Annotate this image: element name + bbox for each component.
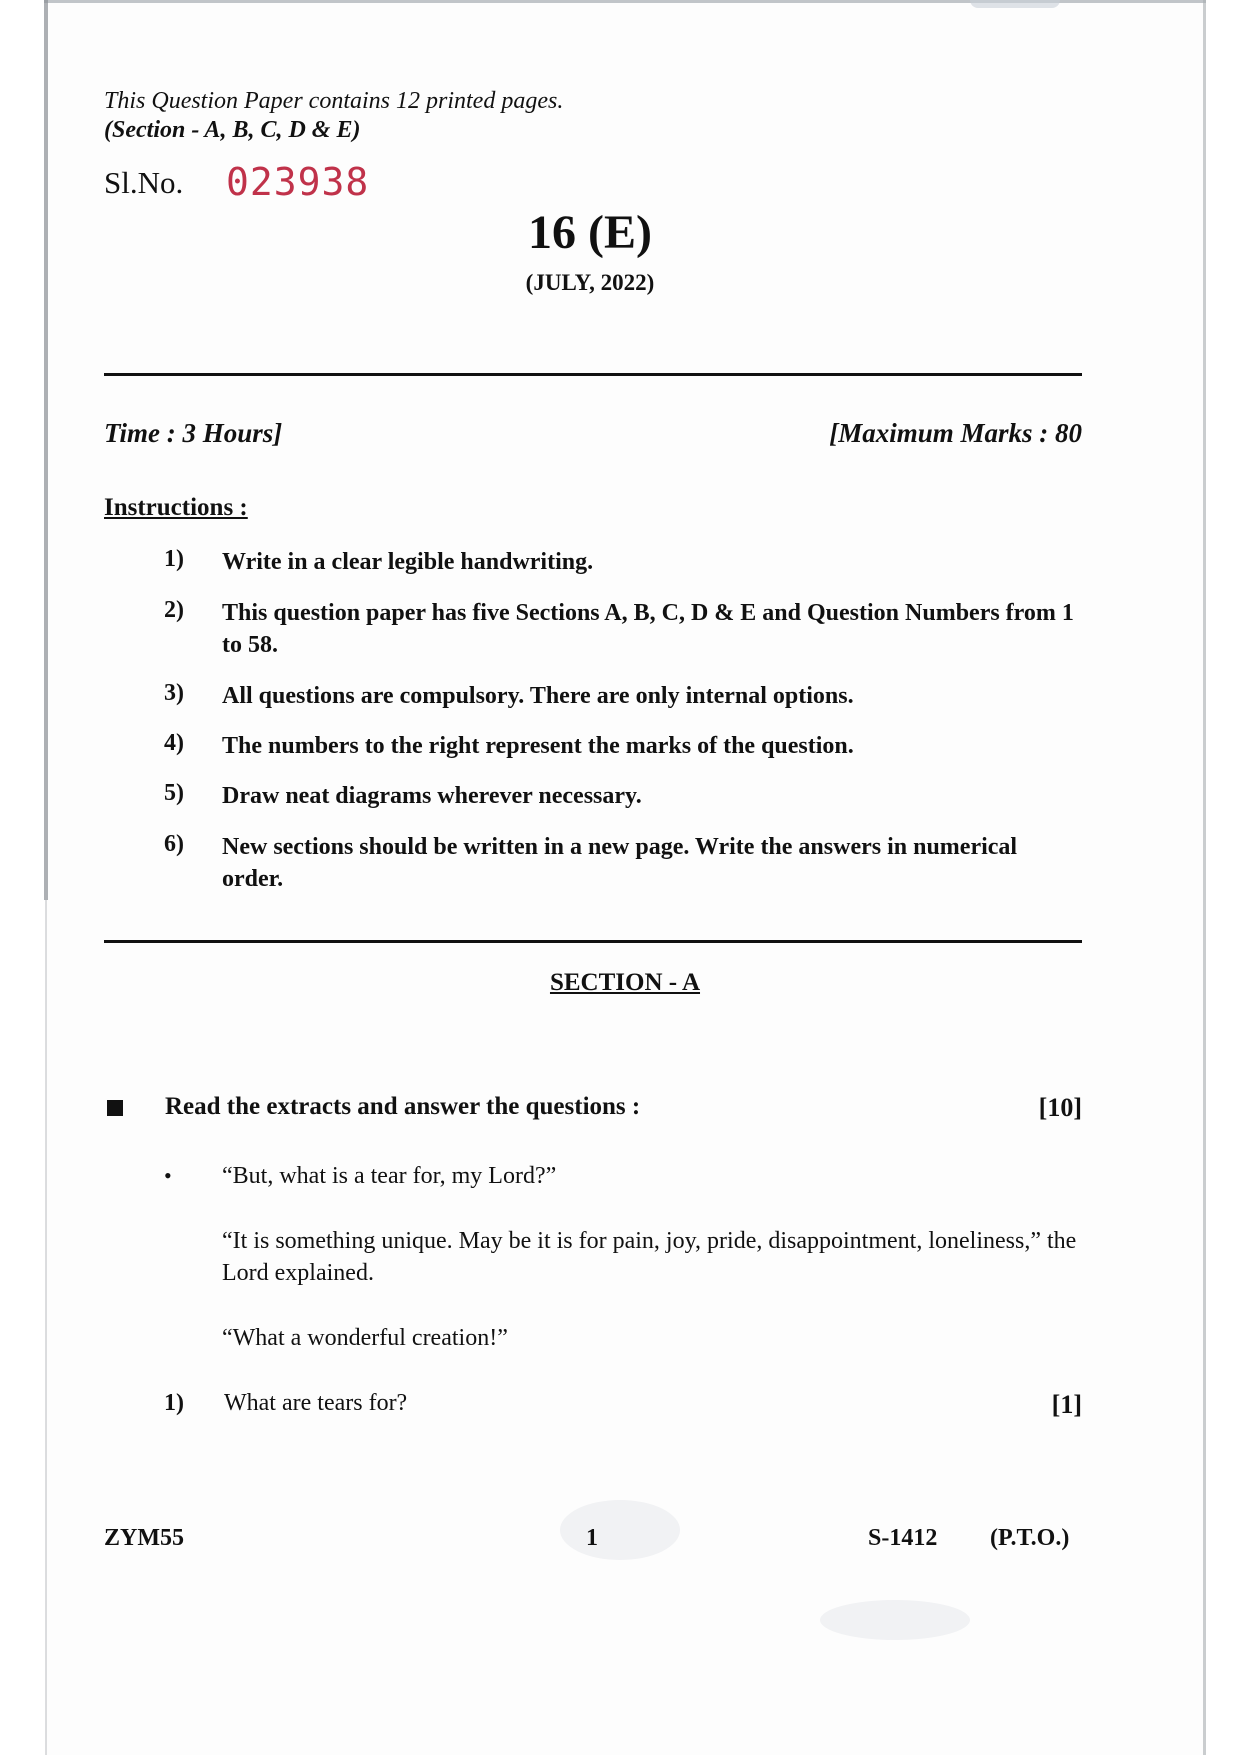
square-bullet-icon <box>107 1100 123 1116</box>
divider-top <box>104 373 1082 376</box>
instructions-title: Instructions : <box>104 494 248 521</box>
extract-line: “What a wonderful creation!” <box>222 1325 508 1351</box>
question-marks: [1] <box>1051 1390 1082 1419</box>
instruction-text: The numbers to the right represent the marks of the question. <box>222 733 854 759</box>
scan-edge-left-lower <box>45 900 47 1755</box>
instruction-number: 2) <box>164 597 184 623</box>
footer-code-right: S-1412 <box>868 1525 938 1551</box>
paper-code: 16 (E) <box>528 206 652 259</box>
sections-note: (Section - A, B, C, D & E) <box>104 117 361 143</box>
scan-edge-left <box>44 0 48 900</box>
serial-number: 023938 <box>226 160 370 204</box>
scan-smudge <box>820 1600 970 1640</box>
question-text: What are tears for? <box>224 1390 408 1416</box>
pages-note: This Question Paper contains 12 printed pages. <box>104 88 564 114</box>
footer-code-left: ZYM55 <box>104 1525 184 1551</box>
question-number: 1) <box>164 1390 184 1416</box>
instruction-text: New sections should be written in a new page. Write the answers in numerical order. <box>222 834 1018 892</box>
section-prompt-marks: [10] <box>1038 1093 1082 1122</box>
divider-middle <box>104 940 1082 943</box>
instruction-text: Write in a clear legible handwriting. <box>222 549 594 575</box>
bullet-icon: • <box>164 1163 172 1188</box>
scan-smudge-top <box>970 0 1060 8</box>
section-prompt: Read the extracts and answer the questions : <box>165 1093 641 1120</box>
paper-date: (JULY, 2022) <box>525 270 655 295</box>
page-number: 1 <box>586 1525 598 1551</box>
instruction-number: 5) <box>164 780 184 806</box>
section-a-title: SECTION - A <box>549 969 701 996</box>
instruction-text: All questions are compulsory. There are only internal options. <box>222 683 854 709</box>
instruction-text: This question paper has five Sections A, B, C, D & E and Question Numbers from 1 to 58. <box>222 600 1074 658</box>
instruction-number: 1) <box>164 546 184 572</box>
maximum-marks: [Maximum Marks : 80 <box>829 418 1082 448</box>
time-duration: Time : 3 Hours] <box>104 418 283 448</box>
extract-line: “It is something unique. May be it is for pain, joy, pride, disappointment, loneliness,” the Lord explained. <box>222 1228 1077 1286</box>
serial-label: Sl.No. <box>104 165 184 200</box>
scan-edge-right <box>1203 0 1206 1755</box>
instruction-number: 4) <box>164 730 184 756</box>
instruction-text: Draw neat diagrams wherever necessary. <box>222 783 642 809</box>
instruction-number: 3) <box>164 680 184 706</box>
extract-line: “But, what is a tear for, my Lord?” <box>222 1163 557 1189</box>
footer-pto: (P.T.O.) <box>990 1525 1070 1551</box>
instruction-number: 6) <box>164 831 184 857</box>
scan-smudge <box>560 1500 680 1560</box>
